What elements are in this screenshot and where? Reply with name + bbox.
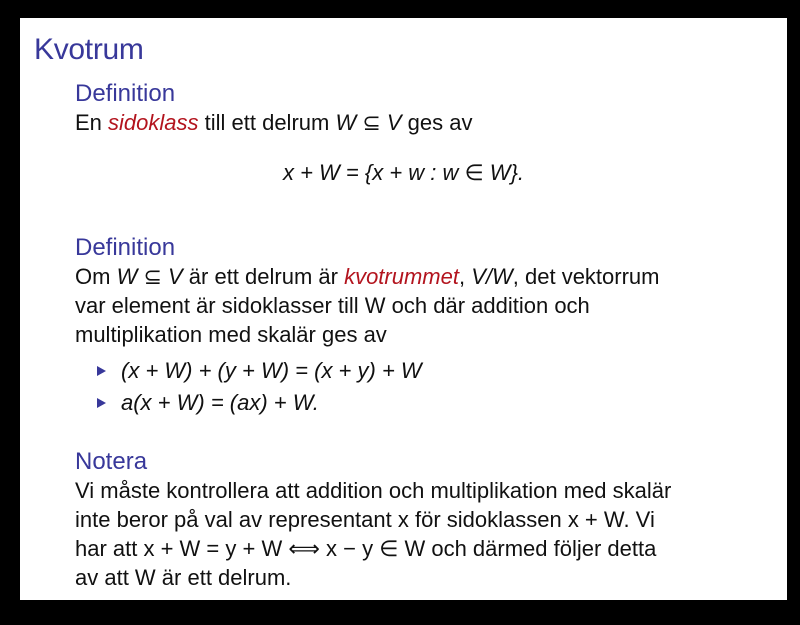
def2-text-b: är ett delrum är [182, 264, 345, 289]
def2-text-d: , det vektorrum [512, 264, 660, 289]
slide [20, 18, 787, 600]
note-line-1: Vi måste kontrollera att addition och multiplikation med skalär [75, 478, 672, 503]
definition-heading-2: Definition [75, 234, 176, 261]
note-line-3: har att x + W = y + W ⟺ x − y ∈ W och därmed följer detta [75, 536, 657, 561]
term-sidoklass: sidoklass [108, 110, 199, 135]
definition-text-2-line2: var element är sidoklasser till W och där addition och [75, 293, 590, 318]
definition-text-2-line3: multiplikation med skalär ges av [75, 322, 387, 347]
list-item [75, 355, 765, 387]
note-heading: Notera [75, 448, 148, 475]
note-block [75, 448, 765, 592]
def1-math-a: W ⊆ V [335, 110, 402, 135]
term-kvotrummet: kvotrummet [344, 264, 459, 289]
definition-text-1 [75, 108, 765, 137]
operation-list [75, 355, 765, 419]
def2-text-a: Om [75, 264, 117, 289]
bullet-triangle-icon [97, 366, 106, 376]
addition-rule: (x + W) + (y + W) = (x + y) + W [121, 358, 422, 383]
def2-text-c: , [458, 264, 472, 289]
def2-math-b: V/W [471, 264, 513, 289]
list-item [75, 387, 765, 419]
slide-title: Kvotrum [34, 33, 144, 66]
def1-text-c: ges av [401, 110, 473, 135]
def2-math-a: W ⊆ V [116, 264, 183, 289]
note-line-4: av att W är ett delrum. [75, 565, 292, 590]
def1-text-a: En [75, 110, 109, 135]
definition-text-2 [75, 262, 765, 291]
definition-heading-1: Definition [75, 80, 176, 107]
definition-block-1 [75, 80, 765, 137]
def1-text-b: till ett delrum [198, 110, 336, 135]
definition-block-2 [75, 234, 765, 419]
coset-display-formula: x + W = {x + w : w ∈ W}. [282, 160, 525, 185]
note-line-2: inte beror på val av representant x för sidoklassen x + W. Vi [75, 507, 655, 532]
bullet-triangle-icon [97, 398, 106, 408]
scalar-mult-rule: a(x + W) = (ax) + W. [121, 390, 319, 415]
